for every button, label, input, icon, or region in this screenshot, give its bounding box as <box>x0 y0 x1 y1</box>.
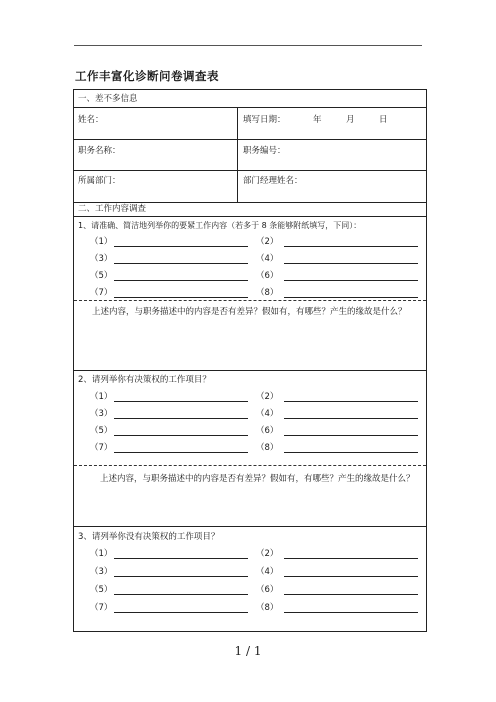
page-number: 1 / 1 <box>234 644 262 658</box>
divider <box>74 139 426 140</box>
answer-line <box>114 594 248 595</box>
answer-line <box>114 452 248 453</box>
answer-line <box>114 418 248 419</box>
manager-label: 部门经理姓名： <box>243 176 303 186</box>
item-label: （3） <box>90 254 113 264</box>
answer-line <box>284 263 418 264</box>
answer-line <box>284 297 418 298</box>
item-label: （8） <box>256 603 279 613</box>
answer-line <box>284 576 418 577</box>
item-label: （2） <box>256 549 279 559</box>
answer-line <box>284 612 418 613</box>
answer-line <box>114 297 248 298</box>
item-label: （8） <box>256 443 279 453</box>
answer-line <box>284 280 418 281</box>
name-label: 姓名： <box>78 115 104 125</box>
item-label: （7） <box>90 443 113 453</box>
section2-heading: 二、工作内容调查 <box>78 204 147 214</box>
item-label: （7） <box>90 288 113 298</box>
answer-line <box>284 452 418 453</box>
date-day-label: 日 <box>379 115 388 125</box>
answer-line <box>284 594 418 595</box>
item-label: （5） <box>90 585 113 595</box>
answer-line <box>284 418 418 419</box>
item-label: （5） <box>90 271 113 281</box>
item-label: （6） <box>256 426 279 436</box>
answer-line <box>114 558 248 559</box>
question-1: 1、请准确、简洁地列举你的要紧工作内容（若多于 8 条能够附纸填写，下同）： <box>78 221 362 230</box>
date-month-label: 月 <box>346 115 355 125</box>
answer-line <box>284 435 418 436</box>
item-label: （6） <box>256 585 279 595</box>
answer-line <box>284 401 418 402</box>
answer-line <box>114 246 248 247</box>
divider <box>74 107 426 108</box>
question-2: 2、请列举你有决策权的工作项目？ <box>78 375 211 385</box>
header-rule <box>74 45 422 46</box>
item-label: （5） <box>90 426 113 436</box>
divider <box>74 170 426 171</box>
divider <box>74 526 426 527</box>
answer-line <box>114 612 248 613</box>
item-label: （2） <box>256 392 279 402</box>
answer-line <box>114 401 248 402</box>
answer-line <box>284 558 418 559</box>
item-label: （4） <box>256 409 279 419</box>
divider <box>74 202 426 203</box>
item-label: （4） <box>256 567 279 577</box>
item-label: （1） <box>90 237 113 247</box>
dashed-divider <box>74 300 426 301</box>
answer-line <box>114 576 248 577</box>
item-label: （3） <box>90 567 113 577</box>
divider <box>74 216 426 217</box>
answer-line <box>114 435 248 436</box>
position-code-label: 职务编号： <box>243 146 286 156</box>
divider <box>74 370 426 371</box>
item-label: （1） <box>90 392 113 402</box>
answer-line <box>114 263 248 264</box>
date-label: 填写日期： <box>243 115 286 125</box>
item-label: （4） <box>256 254 279 264</box>
question-3: 3、请列举你没有决策权的工作项目？ <box>78 532 220 542</box>
question-2-followup: 上述内容，与职务描述中的内容是否有差异？假如有，有哪些？产生的缘故是什么？ <box>100 474 415 484</box>
item-label: （1） <box>90 549 113 559</box>
item-label: （7） <box>90 603 113 613</box>
section1-heading: 一、差不多信息 <box>78 94 138 104</box>
date-year-label: 年 <box>313 115 322 125</box>
document-title: 工作丰富化诊断问卷调查表 <box>75 69 219 83</box>
answer-line <box>284 246 418 247</box>
question-1-followup: 上述内容，与职务描述中的内容是否有差异？假如有，有哪些？产生的缘故是什么？ <box>92 307 407 317</box>
questionnaire-form <box>73 89 427 632</box>
dashed-divider <box>74 465 426 466</box>
item-label: （3） <box>90 409 113 419</box>
column-divider <box>237 107 238 202</box>
item-label: （8） <box>256 288 279 298</box>
answer-line <box>114 280 248 281</box>
position-label: 职务名称： <box>78 146 121 156</box>
item-label: （6） <box>256 271 279 281</box>
department-label: 所属部门： <box>78 176 121 186</box>
item-label: （2） <box>256 237 279 247</box>
